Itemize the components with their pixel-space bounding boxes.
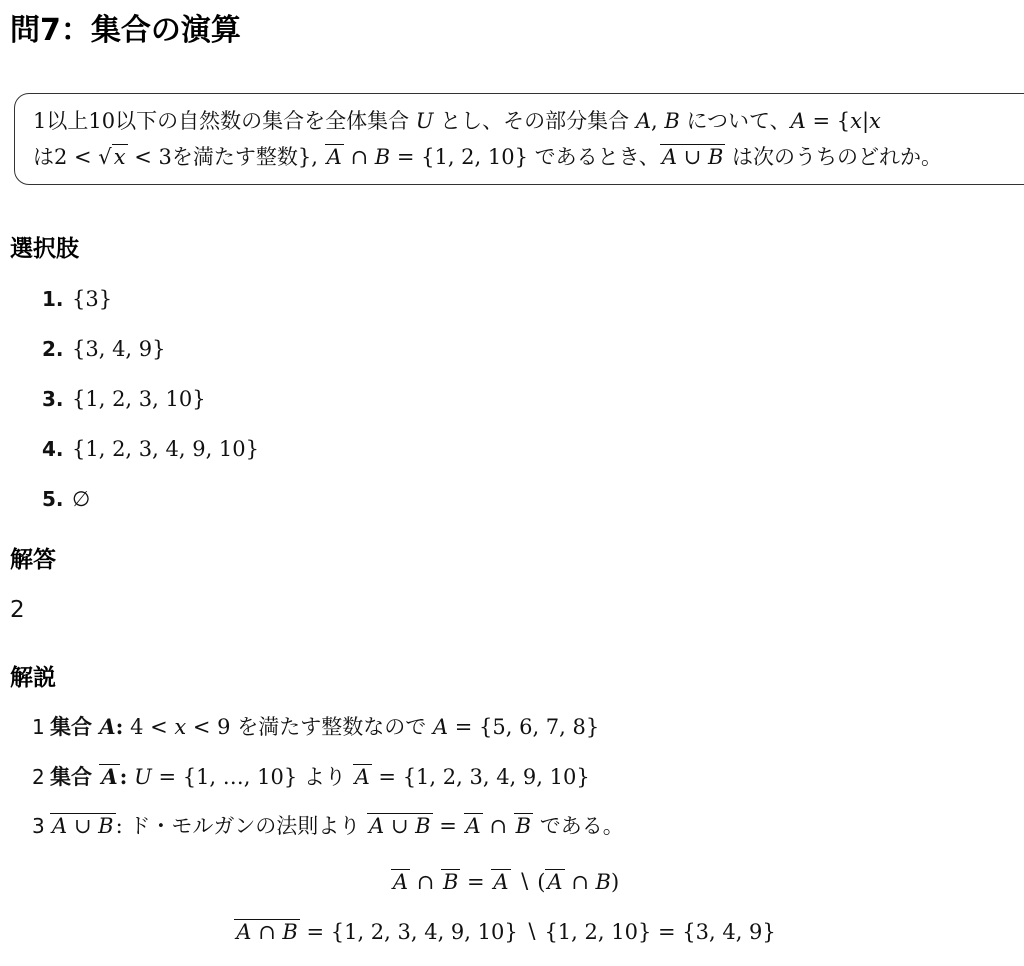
question-line-1: 1以上10以下の自然数の集合を全体集合 U とし、その部分集合 A, B について、A = {x|x: [33, 109, 881, 133]
explanation-item-1: [0, 713, 1024, 741]
choice-item-3: [0, 386, 1024, 412]
choice-text: ∅: [72, 487, 91, 511]
choice-text: {1, 2, 3, 10}: [72, 387, 206, 411]
question-box: [14, 93, 1024, 185]
choice-number: 1.: [42, 287, 64, 311]
explanation-item-2: [0, 763, 1024, 791]
explanation-text: A ∪ B: ド・モルガンの法則より A ∪ B = A ∩ B である。: [52, 814, 624, 838]
page-title: 問7：集合の演算: [10, 13, 241, 48]
equation-demorgan: A ∩ B = A ∖ (A ∩ B): [392, 870, 620, 894]
explanation-number: 3: [32, 814, 45, 838]
choice-number: 4.: [42, 437, 64, 461]
choice-text: {3}: [72, 287, 113, 311]
choice-item-1: [0, 286, 1024, 312]
explanation-number: 1: [32, 715, 45, 739]
choice-number: 2.: [42, 337, 64, 361]
choices-heading: 選択肢: [10, 236, 79, 262]
choice-text: {1, 2, 3, 4, 9, 10}: [72, 437, 260, 461]
answer-heading: 解答: [10, 547, 56, 573]
answer-value: 2: [10, 597, 25, 623]
explanation-text: 集合 A: 4 < x < 9 を満たす整数なので A = {5, 6, 7, 8}: [50, 714, 600, 739]
explanation-item-3: [0, 813, 1024, 840]
question-line-2: は2 < √x < 3を満たす整数}, A ∩ B = {1, 2, 10} であるとき、A ∪ B は次のうちのどれか。: [33, 145, 943, 169]
explanation-heading: 解説: [10, 665, 56, 691]
choice-item-4: [0, 436, 1024, 462]
choice-item-5: [0, 486, 1024, 512]
choice-item-2: [0, 336, 1024, 362]
equation-result: A ∩ B = {1, 2, 3, 4, 9, 10} ∖ {1, 2, 10} = {3, 4, 9}: [236, 920, 776, 944]
choice-number: 5.: [42, 487, 64, 511]
equation-block: [0, 868, 1010, 946]
explanation-text: 集合 A: U = {1, …, 10} より A = {1, 2, 3, 4, 9, 10}: [50, 764, 590, 789]
explanation-number: 2: [32, 765, 45, 789]
choice-number: 3.: [42, 387, 64, 411]
choice-text: {3, 4, 9}: [72, 337, 166, 361]
explanation-list: [0, 713, 1024, 840]
choices-list: [0, 286, 1024, 512]
